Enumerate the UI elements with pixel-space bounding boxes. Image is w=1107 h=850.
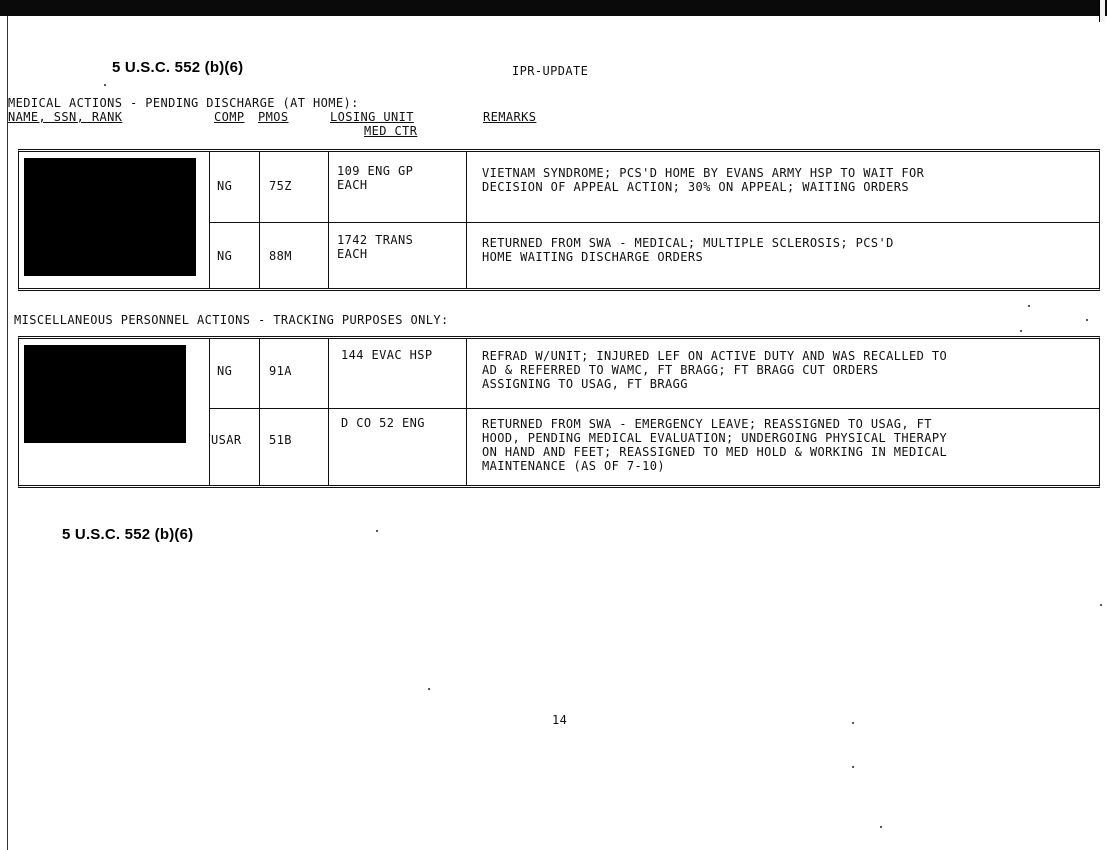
scan-speck (1028, 305, 1030, 307)
table-row-remarks: VIETNAM SYNDROME; PCS'D HOME BY EVANS ARMY HSP TO WAIT FOR DECISION OF APPEAL ACTION; 30% ON APPEAL; WAITING ORDERS (482, 166, 925, 194)
table-row-comp: NG (217, 249, 233, 263)
column-divider (466, 152, 467, 288)
column-divider (209, 152, 210, 288)
scan-speck (428, 688, 430, 690)
table-row-remarks: RETURNED FROM SWA - MEDICAL; MULTIPLE SCLEROSIS; PCS'D HOME WAITING DISCHARGE ORDERS (482, 236, 894, 264)
table-row-unit: 1742 TRANS EACH (337, 233, 414, 261)
section-heading-miscellaneous: MISCELLANEOUS PERSONNEL ACTIONS - TRACKING PURPOSES ONLY: (14, 313, 449, 327)
column-header-comp: COMP (214, 110, 245, 124)
scan-speck (880, 826, 882, 828)
scan-top-border (0, 0, 1107, 16)
column-divider (209, 339, 210, 485)
column-divider (259, 339, 260, 485)
column-header-pmos: PMOS (258, 110, 289, 124)
section-heading-medical: MEDICAL ACTIONS - PENDING DISCHARGE (AT HOME): (8, 96, 359, 110)
scan-speck (104, 84, 106, 86)
table-row-unit: 144 EVAC HSP (341, 348, 433, 362)
redaction-box (24, 345, 186, 443)
table-row-remarks: RETURNED FROM SWA - EMERGENCY LEAVE; REASSIGNED TO USAG, FT HOOD, PENDING MEDICAL EVALUATION; UNDERGOING PHYSICAL THERAPY ON HAND AND FEET; REASSIGNED TO MED HOLD & WORKING IN MEDICAL MAINTENANCE (AS OF 7-10) (482, 417, 948, 473)
misc-actions-table (18, 336, 1100, 488)
scan-speck (1100, 604, 1102, 606)
scan-speck (376, 530, 378, 532)
scan-speck (852, 722, 854, 724)
scan-speck (852, 766, 854, 768)
column-header-remarks: REMARKS (483, 110, 537, 124)
column-header-med-ctr: MED CTR (364, 124, 418, 138)
table-row-remarks: REFRAD W/UNIT; INJURED LEF ON ACTIVE DUTY AND WAS RECALLED TO AD & REFERRED TO WAMC, FT BRAGG; FT BRAGG CUT ORDERS ASSIGNING TO USAG, FT BRAGG (482, 349, 948, 391)
column-divider (328, 339, 329, 485)
column-divider (259, 152, 260, 288)
table-row-comp: USAR (211, 433, 242, 447)
medical-actions-table (18, 149, 1100, 291)
row-divider (209, 408, 1099, 409)
redaction-box (24, 158, 196, 276)
table-row-pmos: 51B (269, 433, 292, 447)
table-row-pmos: 75Z (269, 179, 292, 193)
table-row-pmos: 91A (269, 364, 292, 378)
scan-speck (1020, 330, 1022, 332)
table-row-unit: 109 ENG GP EACH (337, 164, 414, 192)
document-title: IPR-UPDATE (512, 64, 589, 78)
column-divider (328, 152, 329, 288)
scan-left-edge (7, 16, 8, 850)
table-row-comp: NG (217, 179, 233, 193)
row-divider (209, 222, 1099, 223)
page-number: 14 (552, 713, 568, 727)
exemption-label-top: 5 U.S.C. 552 (b)(6) (112, 59, 244, 76)
table-row-comp: NG (217, 364, 233, 378)
exemption-label-bottom: 5 U.S.C. 552 (b)(6) (62, 526, 194, 543)
scan-speck (1086, 319, 1088, 321)
scan-right-edge (1099, 0, 1105, 22)
table-row-pmos: 88M (269, 249, 292, 263)
table-row-unit: D CO 52 ENG (341, 416, 425, 430)
column-divider (466, 339, 467, 485)
column-header-name: NAME, SSN, RANK (8, 110, 123, 124)
column-header-losing-unit: LOSING UNIT (330, 110, 414, 124)
